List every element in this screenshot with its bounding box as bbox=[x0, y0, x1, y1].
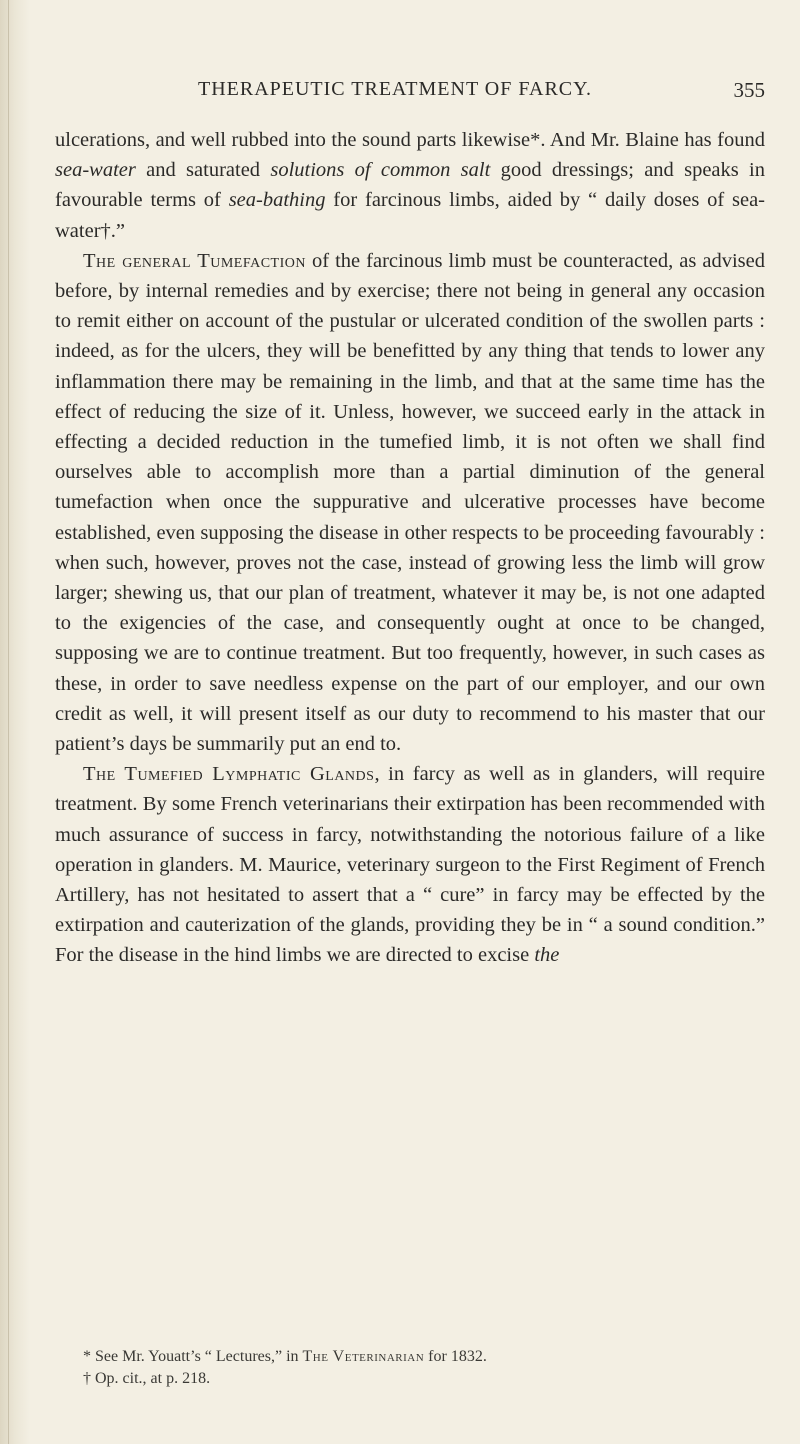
footnotes bbox=[55, 1346, 765, 1390]
footnote-2: † Op. cit., at p. 218. bbox=[83, 1370, 211, 1387]
text-run: for 1832. bbox=[424, 1348, 487, 1365]
text-run: and saturated bbox=[135, 159, 271, 182]
text-run: , in farcy as well as in glanders, will require treatment. By some French veterinarians their extirpation has been recommended with much assurance of success in farcy, notwithstanding the notorious failure of a like operation in glanders. M. Maurice, veterinary surgeon to the First Regiment of French Artillery, has not hesitated to assert that a “ cure” in farcy may be effected by the extirpation and cauterization of the glands, providing they be in “ a sound condition.” For the disease in the hind limbs we are directed to excise bbox=[55, 763, 766, 967]
page-gutter bbox=[0, 0, 30, 1444]
text-run: ulcerations, and well rubbed into the sound parts likewise*. And Mr. Blaine has found bbox=[55, 129, 765, 151]
italic-phrase: the bbox=[534, 944, 560, 967]
page-header bbox=[115, 78, 765, 112]
paragraph-3 bbox=[55, 759, 765, 970]
footnote-1 bbox=[55, 1346, 765, 1368]
journal-title: The Veterinarian bbox=[302, 1348, 425, 1365]
section-heading-run-in: The general Tumefaction bbox=[83, 249, 306, 272]
text-run: of the farcinous limb must be counteracted, as advised before, by internal remedies and by exercise; there not being in general any occasion to remit either on account of the pustular or ulcerated condition of the swollen parts : indeed, as for the ulcers, they will be benefitted by any thing that tends to lower any inflammation there may be remaining in the limb, and that at the same time has the effect of reducing the size of it. Unless, however, we succeed early in the attack in effecting a decided reduction in the tumefied limb, it is not often we shall find ourselves able to accomplish more than a partial diminution of the general tumefaction when once the suppurative and ulcerative processes have become established, even supposing the disease in other respects to be proceeding favourably : when such, however, proves not the case, instead of growing less the limb will grow larger; shewing us, that our plan of treatment, whatever it may be, is not one adapted to the exigencies of the case, and consequently ought at once to be changed, supposing we are to continue treatment. But too frequently, however, in such cases as these, in order to save needless expense on the part of our employer, and our own credit as well, it will present itself as our duty to recommend to his master that our patient’s days be summarily put an end to. bbox=[55, 249, 765, 756]
italic-phrase: sea-bathing bbox=[228, 189, 326, 212]
body-text bbox=[55, 125, 765, 971]
running-head: THERAPEUTIC TREATMENT OF FARCY. bbox=[197, 78, 592, 100]
italic-phrase: sea-water bbox=[55, 159, 136, 182]
page-number: 355 bbox=[733, 78, 765, 102]
text-run: for farcinous limbs, aided by “ daily doses of sea-water†.” bbox=[55, 189, 765, 242]
italic-phrase: solutions of common salt bbox=[270, 159, 491, 182]
text-run: * See Mr. Youatt’s “ Lectures,” in bbox=[83, 1348, 303, 1365]
paragraph-1 bbox=[55, 125, 765, 246]
section-heading-run-in: The Tumefied Lymphatic Glands bbox=[83, 763, 375, 786]
binding-edge bbox=[8, 0, 9, 1444]
paragraph-2 bbox=[55, 246, 765, 759]
text-run: good dressings; and speaks in favourable terms of bbox=[55, 159, 765, 212]
